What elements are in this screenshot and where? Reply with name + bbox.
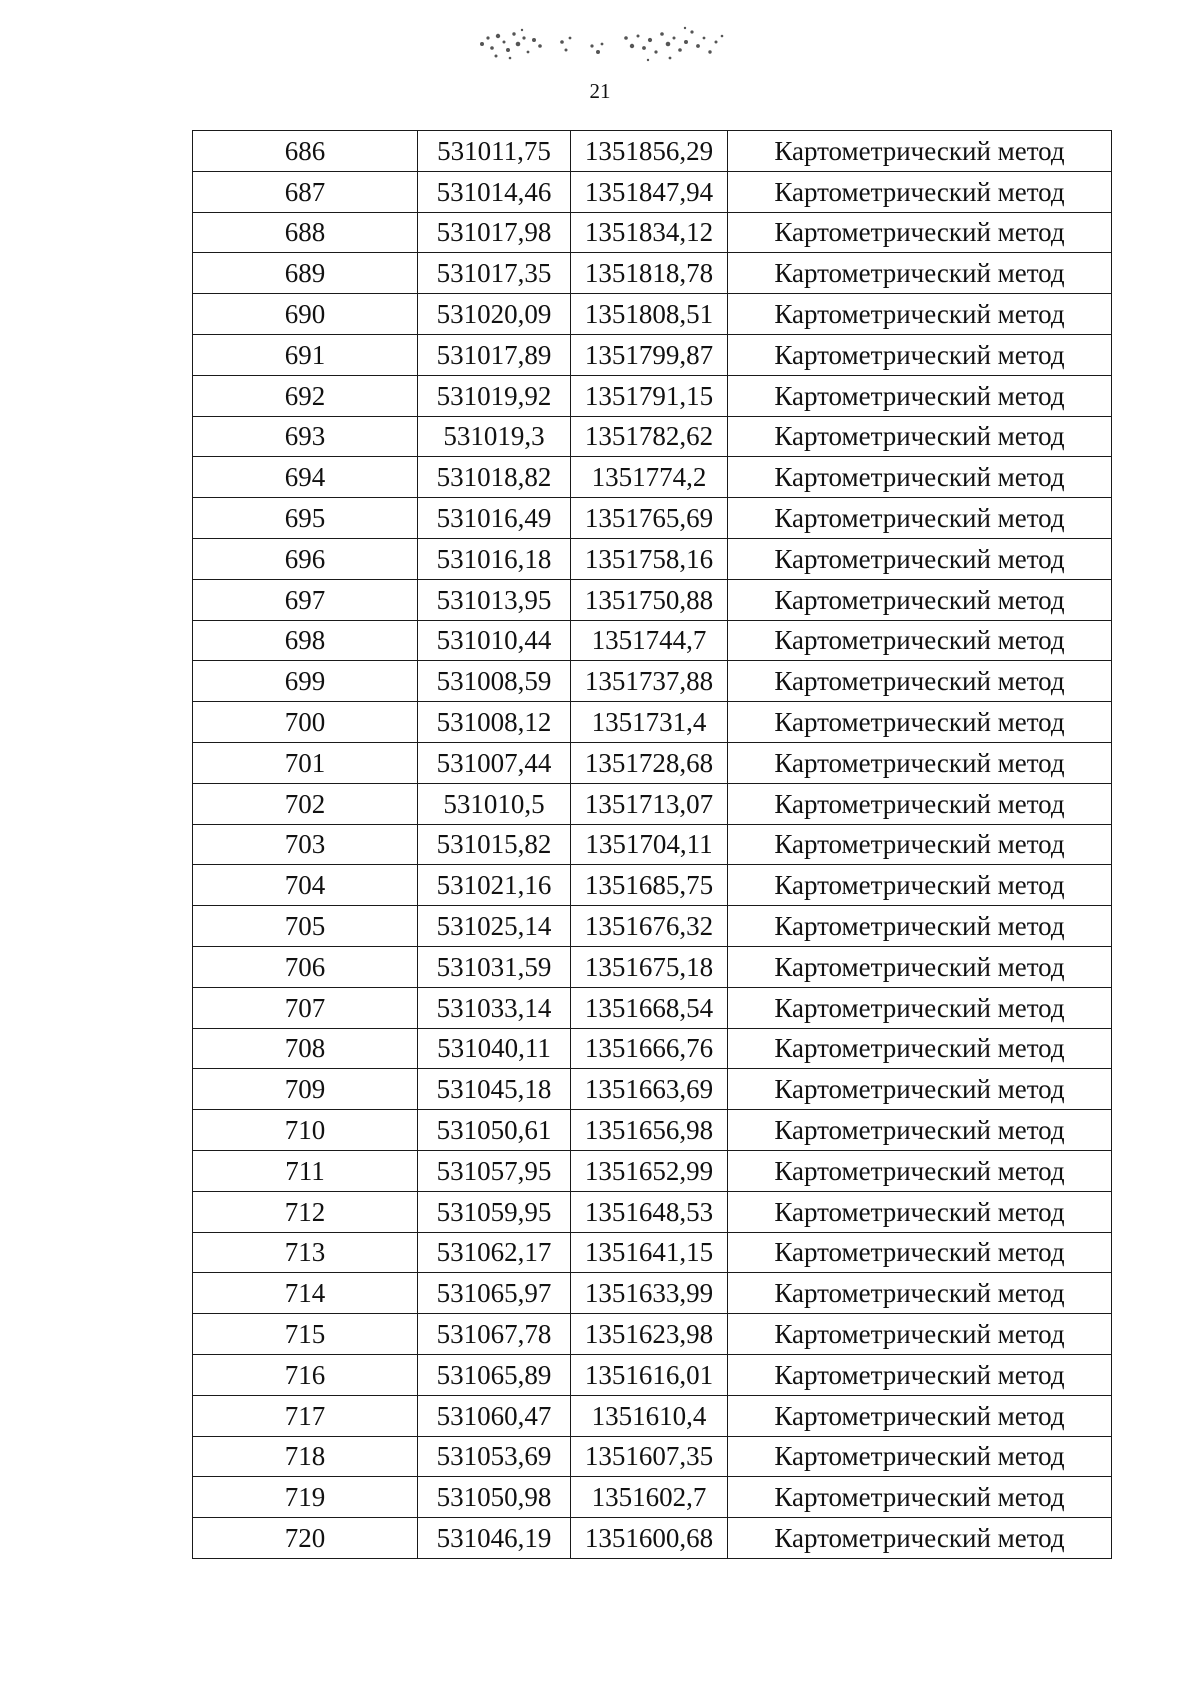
table-row — [193, 1518, 1112, 1559]
x-coordinate-cell: 531017,98 — [418, 212, 571, 253]
method-cell: Картометрический метод — [728, 1028, 1112, 1069]
x-coordinate-cell: 531045,18 — [418, 1069, 571, 1110]
point-number-cell: 700 — [193, 702, 418, 743]
table-row — [193, 1395, 1112, 1436]
point-number-cell: 717 — [193, 1395, 418, 1436]
table-row — [193, 416, 1112, 457]
table-row — [193, 1150, 1112, 1191]
method-cell: Картометрический метод — [728, 1518, 1112, 1559]
y-coordinate-cell: 1351750,88 — [571, 579, 728, 620]
table-row — [193, 946, 1112, 987]
point-number-cell: 712 — [193, 1191, 418, 1232]
method-cell: Картометрический метод — [728, 1232, 1112, 1273]
method-cell: Картометрический метод — [728, 457, 1112, 498]
x-coordinate-cell: 531046,19 — [418, 1518, 571, 1559]
point-number-cell: 713 — [193, 1232, 418, 1273]
point-number-cell: 710 — [193, 1110, 418, 1151]
table-row — [193, 661, 1112, 702]
x-coordinate-cell: 531062,17 — [418, 1232, 571, 1273]
table-row — [193, 212, 1112, 253]
point-number-cell: 698 — [193, 620, 418, 661]
method-cell: Картометрический метод — [728, 416, 1112, 457]
table-row — [193, 375, 1112, 416]
x-coordinate-cell: 531050,98 — [418, 1477, 571, 1518]
x-coordinate-cell: 531017,35 — [418, 253, 571, 294]
table-row — [193, 1110, 1112, 1151]
method-cell: Картометрический метод — [728, 171, 1112, 212]
point-number-cell: 711 — [193, 1150, 418, 1191]
y-coordinate-cell: 1351774,2 — [571, 457, 728, 498]
point-number-cell: 702 — [193, 783, 418, 824]
point-number-cell: 693 — [193, 416, 418, 457]
table-row — [193, 620, 1112, 661]
y-coordinate-cell: 1351765,69 — [571, 498, 728, 539]
x-coordinate-cell: 531010,5 — [418, 783, 571, 824]
y-coordinate-cell: 1351600,68 — [571, 1518, 728, 1559]
y-coordinate-cell: 1351704,11 — [571, 824, 728, 865]
method-cell: Картометрический метод — [728, 1150, 1112, 1191]
table-row — [193, 1232, 1112, 1273]
method-cell: Картометрический метод — [728, 294, 1112, 335]
page-number: 21 — [589, 79, 611, 103]
x-coordinate-cell: 531025,14 — [418, 906, 571, 947]
table-row — [193, 457, 1112, 498]
x-coordinate-cell: 531008,59 — [418, 661, 571, 702]
table-row — [193, 1273, 1112, 1314]
y-coordinate-cell: 1351676,32 — [571, 906, 728, 947]
table-row — [193, 1069, 1112, 1110]
point-number-cell: 697 — [193, 579, 418, 620]
x-coordinate-cell: 531008,12 — [418, 702, 571, 743]
point-number-cell: 707 — [193, 987, 418, 1028]
x-coordinate-cell: 531059,95 — [418, 1191, 571, 1232]
table-row — [193, 865, 1112, 906]
x-coordinate-cell: 531050,61 — [418, 1110, 571, 1151]
method-cell: Картометрический метод — [728, 1110, 1112, 1151]
point-number-cell: 690 — [193, 294, 418, 335]
method-cell: Картометрический метод — [728, 906, 1112, 947]
y-coordinate-cell: 1351668,54 — [571, 987, 728, 1028]
x-coordinate-cell: 531018,82 — [418, 457, 571, 498]
table-row — [193, 253, 1112, 294]
x-coordinate-cell: 531011,75 — [418, 131, 571, 172]
coordinates-table — [192, 130, 1112, 1559]
x-coordinate-cell: 531019,3 — [418, 416, 571, 457]
point-number-cell: 720 — [193, 1518, 418, 1559]
method-cell: Картометрический метод — [728, 1395, 1112, 1436]
y-coordinate-cell: 1351713,07 — [571, 783, 728, 824]
table-row — [193, 171, 1112, 212]
y-coordinate-cell: 1351656,98 — [571, 1110, 728, 1151]
point-number-cell: 691 — [193, 334, 418, 375]
point-number-cell: 704 — [193, 865, 418, 906]
y-coordinate-cell: 1351663,69 — [571, 1069, 728, 1110]
method-cell: Картометрический метод — [728, 375, 1112, 416]
table-row — [193, 824, 1112, 865]
method-cell: Картометрический метод — [728, 1191, 1112, 1232]
y-coordinate-cell: 1351758,16 — [571, 538, 728, 579]
y-coordinate-cell: 1351675,18 — [571, 946, 728, 987]
table-row — [193, 1477, 1112, 1518]
y-coordinate-cell: 1351856,29 — [571, 131, 728, 172]
x-coordinate-cell: 531033,14 — [418, 987, 571, 1028]
y-coordinate-cell: 1351737,88 — [571, 661, 728, 702]
x-coordinate-cell: 531013,95 — [418, 579, 571, 620]
y-coordinate-cell: 1351808,51 — [571, 294, 728, 335]
y-coordinate-cell: 1351648,53 — [571, 1191, 728, 1232]
point-number-cell: 699 — [193, 661, 418, 702]
y-coordinate-cell: 1351731,4 — [571, 702, 728, 743]
table-row — [193, 987, 1112, 1028]
table-row — [193, 538, 1112, 579]
y-coordinate-cell: 1351666,76 — [571, 1028, 728, 1069]
x-coordinate-cell: 531031,59 — [418, 946, 571, 987]
y-coordinate-cell: 1351791,15 — [571, 375, 728, 416]
y-coordinate-cell: 1351744,7 — [571, 620, 728, 661]
x-coordinate-cell: 531007,44 — [418, 742, 571, 783]
table-row — [193, 579, 1112, 620]
method-cell: Картометрический метод — [728, 1354, 1112, 1395]
method-cell: Картометрический метод — [728, 579, 1112, 620]
y-coordinate-cell: 1351602,7 — [571, 1477, 728, 1518]
method-cell: Картометрический метод — [728, 1314, 1112, 1355]
point-number-cell: 716 — [193, 1354, 418, 1395]
x-coordinate-cell: 531015,82 — [418, 824, 571, 865]
x-coordinate-cell: 531040,11 — [418, 1028, 571, 1069]
point-number-cell: 715 — [193, 1314, 418, 1355]
x-coordinate-cell: 531016,49 — [418, 498, 571, 539]
table-row — [193, 783, 1112, 824]
method-cell: Картометрический метод — [728, 783, 1112, 824]
y-coordinate-cell: 1351610,4 — [571, 1395, 728, 1436]
method-cell: Картометрический метод — [728, 824, 1112, 865]
method-cell: Картометрический метод — [728, 742, 1112, 783]
x-coordinate-cell: 531057,95 — [418, 1150, 571, 1191]
coordinates-table-body — [193, 131, 1112, 1559]
point-number-cell: 695 — [193, 498, 418, 539]
x-coordinate-cell: 531017,89 — [418, 334, 571, 375]
table-row — [193, 1436, 1112, 1477]
y-coordinate-cell: 1351834,12 — [571, 212, 728, 253]
x-coordinate-cell: 531010,44 — [418, 620, 571, 661]
point-number-cell: 687 — [193, 171, 418, 212]
y-coordinate-cell: 1351623,98 — [571, 1314, 728, 1355]
point-number-cell: 709 — [193, 1069, 418, 1110]
method-cell: Картометрический метод — [728, 661, 1112, 702]
x-coordinate-cell: 531020,09 — [418, 294, 571, 335]
x-coordinate-cell: 531067,78 — [418, 1314, 571, 1355]
point-number-cell: 714 — [193, 1273, 418, 1314]
method-cell: Картометрический метод — [728, 212, 1112, 253]
table-row — [193, 294, 1112, 335]
y-coordinate-cell: 1351799,87 — [571, 334, 728, 375]
method-cell: Картометрический метод — [728, 1273, 1112, 1314]
y-coordinate-cell: 1351652,99 — [571, 1150, 728, 1191]
y-coordinate-cell: 1351782,62 — [571, 416, 728, 457]
method-cell: Картометрический метод — [728, 620, 1112, 661]
method-cell: Картометрический метод — [728, 1069, 1112, 1110]
method-cell: Картометрический метод — [728, 131, 1112, 172]
y-coordinate-cell: 1351728,68 — [571, 742, 728, 783]
method-cell: Картометрический метод — [728, 1477, 1112, 1518]
y-coordinate-cell: 1351607,35 — [571, 1436, 728, 1477]
x-coordinate-cell: 531019,92 — [418, 375, 571, 416]
method-cell: Картометрический метод — [728, 987, 1112, 1028]
method-cell: Картометрический метод — [728, 946, 1112, 987]
point-number-cell: 688 — [193, 212, 418, 253]
table-row — [193, 1028, 1112, 1069]
y-coordinate-cell: 1351847,94 — [571, 171, 728, 212]
x-coordinate-cell: 531016,18 — [418, 538, 571, 579]
point-number-cell: 696 — [193, 538, 418, 579]
table-row — [193, 334, 1112, 375]
x-coordinate-cell: 531060,47 — [418, 1395, 571, 1436]
x-coordinate-cell: 531021,16 — [418, 865, 571, 906]
method-cell: Картометрический метод — [728, 865, 1112, 906]
table-row — [193, 131, 1112, 172]
x-coordinate-cell: 531053,69 — [418, 1436, 571, 1477]
x-coordinate-cell: 531065,97 — [418, 1273, 571, 1314]
point-number-cell: 686 — [193, 131, 418, 172]
method-cell: Картометрический метод — [728, 498, 1112, 539]
y-coordinate-cell: 1351633,99 — [571, 1273, 728, 1314]
point-number-cell: 689 — [193, 253, 418, 294]
method-cell: Картометрический метод — [728, 702, 1112, 743]
x-coordinate-cell: 531065,89 — [418, 1354, 571, 1395]
table-row — [193, 742, 1112, 783]
table-row — [193, 1354, 1112, 1395]
table-row — [193, 1314, 1112, 1355]
point-number-cell: 701 — [193, 742, 418, 783]
table-row — [193, 702, 1112, 743]
method-cell: Картометрический метод — [728, 1436, 1112, 1477]
x-coordinate-cell: 531014,46 — [418, 171, 571, 212]
y-coordinate-cell: 1351616,01 — [571, 1354, 728, 1395]
method-cell: Картометрический метод — [728, 334, 1112, 375]
point-number-cell: 703 — [193, 824, 418, 865]
method-cell: Картометрический метод — [728, 538, 1112, 579]
point-number-cell: 705 — [193, 906, 418, 947]
point-number-cell: 694 — [193, 457, 418, 498]
method-cell: Картометрический метод — [728, 253, 1112, 294]
table-row — [193, 906, 1112, 947]
scan-stamp-noise — [470, 18, 740, 70]
table-row — [193, 498, 1112, 539]
table-row — [193, 1191, 1112, 1232]
point-number-cell: 718 — [193, 1436, 418, 1477]
point-number-cell: 708 — [193, 1028, 418, 1069]
y-coordinate-cell: 1351685,75 — [571, 865, 728, 906]
point-number-cell: 692 — [193, 375, 418, 416]
y-coordinate-cell: 1351818,78 — [571, 253, 728, 294]
point-number-cell: 719 — [193, 1477, 418, 1518]
y-coordinate-cell: 1351641,15 — [571, 1232, 728, 1273]
point-number-cell: 706 — [193, 946, 418, 987]
